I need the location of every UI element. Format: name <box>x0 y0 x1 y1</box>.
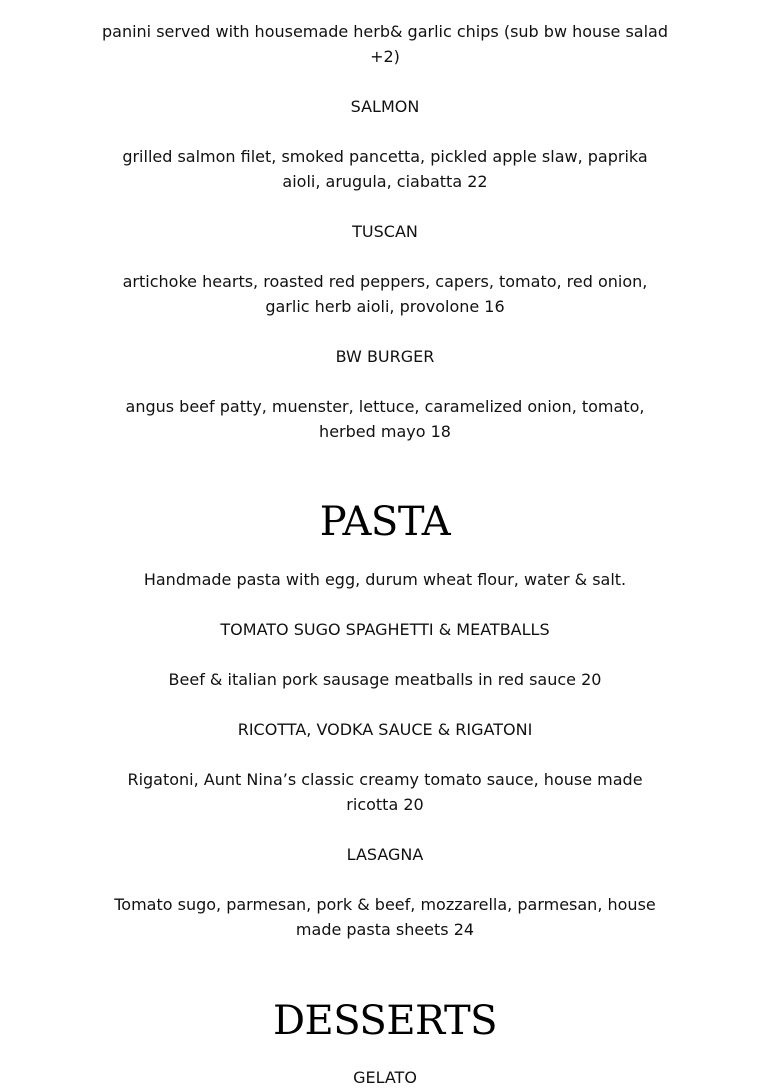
item-description-tuscan-line-1: artichoke hearts, roasted red peppers, capers, tomato, red onion, <box>122 272 648 291</box>
item-description-rigatoni-line-2: ricotta 20 <box>346 795 424 814</box>
item-description-bw-burger-line-1: angus beef patty, muenster, lettuce, caramelized onion, tomato, <box>125 397 645 416</box>
pasta-intro: Handmade pasta with egg, durum wheat flour, water & salt. <box>143 570 627 589</box>
item-description-lasagna-line-1: Tomato sugo, parmesan, pork & beef, mozzarella, parmesan, house <box>114 895 656 914</box>
item-description-salmon-line-2: aioli, arugula, ciabatta 22 <box>282 172 488 191</box>
item-description-salmon-line-1: grilled salmon filet, smoked pancetta, pickled apple slaw, paprika <box>122 147 648 166</box>
item-description-tuscan-line-2: garlic herb aioli, provolone 16 <box>265 297 505 316</box>
panini-note-line-2: +2) <box>370 47 400 66</box>
item-description-spaghetti-meatballs: Beef & italian pork sausage meatballs in red sauce 20 <box>168 670 602 689</box>
item-name-rigatoni: RICOTTA, VODKA SAUCE & RIGATONI <box>237 720 533 739</box>
item-name-tuscan: TUSCAN <box>352 222 418 241</box>
section-heading-desserts: DESSERTS <box>272 998 498 1044</box>
panini-note-line-1: panini served with housemade herb& garlic chips (sub bw house salad <box>101 22 668 41</box>
item-name-lasagna: LASAGNA <box>346 845 424 864</box>
item-name-salmon: SALMON <box>350 97 420 116</box>
section-heading-pasta: PASTA <box>319 499 451 545</box>
item-description-lasagna-line-2: made pasta sheets 24 <box>295 920 475 939</box>
item-description-rigatoni-line-1: Rigatoni, Aunt Nina’s classic creamy tomato sauce, house made <box>127 770 643 789</box>
item-name-bw-burger: BW BURGER <box>335 347 435 366</box>
item-name-gelato: GELATO <box>353 1068 417 1087</box>
item-name-spaghetti-meatballs: TOMATO SUGO SPAGHETTI & MEATBALLS <box>220 620 550 639</box>
item-description-bw-burger-line-2: herbed mayo 18 <box>319 422 451 441</box>
